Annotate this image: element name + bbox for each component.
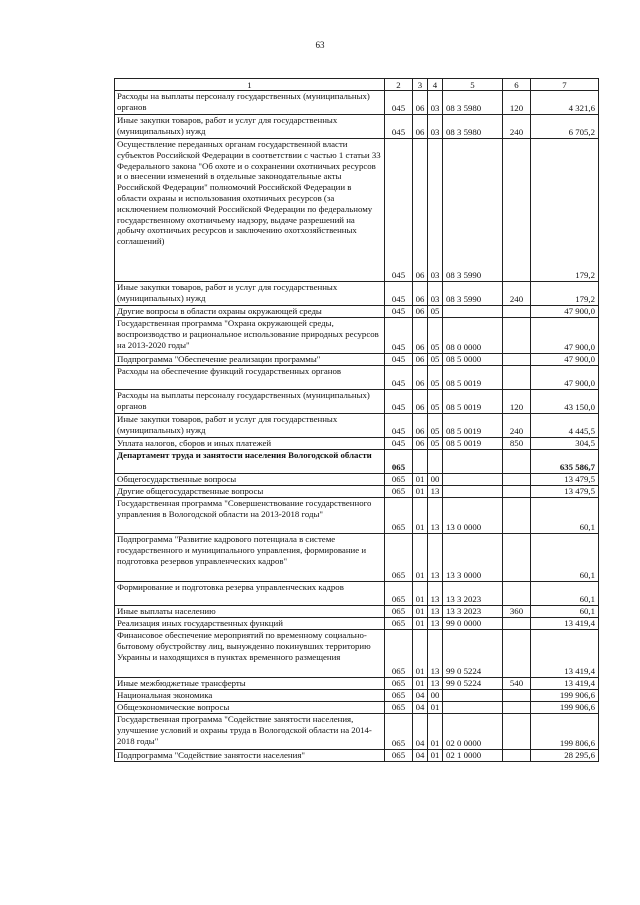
row-section-cell: 01 (413, 498, 428, 534)
row-section-cell: 06 (413, 438, 428, 450)
row-target-article-cell: 08 3 5990 (443, 282, 503, 306)
row-expense-type-cell (503, 366, 531, 390)
table-row (115, 91, 599, 115)
row-name-cell: Реализация иных государственных функций (115, 618, 385, 630)
row-target-article-cell: 99 0 5224 (443, 630, 503, 678)
column-header: 5 (443, 79, 503, 91)
row-target-article-cell (443, 474, 503, 486)
row-amount-cell: 47 900,0 (531, 306, 599, 318)
table-row (115, 630, 599, 678)
row-expense-type-cell (503, 582, 531, 606)
row-section-cell: 01 (413, 474, 428, 486)
row-subsection-cell: 13 (428, 606, 443, 618)
row-subsection-cell: 03 (428, 139, 443, 282)
row-code-cell: 065 (385, 630, 413, 678)
row-code-cell: 045 (385, 91, 413, 115)
row-subsection-cell: 05 (428, 438, 443, 450)
row-subsection-cell: 01 (428, 702, 443, 714)
row-name-cell: Расходы на выплаты персоналу государственных (муниципальных) органов (115, 91, 385, 115)
row-section-cell: 01 (413, 606, 428, 618)
row-code-cell: 065 (385, 498, 413, 534)
row-expense-type-cell (503, 534, 531, 582)
row-expense-type-cell: 120 (503, 91, 531, 115)
row-name-cell: Расходы на выплаты персоналу государственных (муниципальных) органов (115, 390, 385, 414)
row-amount-cell: 47 900,0 (531, 354, 599, 366)
row-name-cell: Государственная программа "Охрана окружающей среды, воспроизводство и рациональное использование природных ресурсов на 2013-2020 годы" (115, 318, 385, 354)
row-subsection-cell: 03 (428, 115, 443, 139)
row-expense-type-cell: 360 (503, 606, 531, 618)
row-code-cell: 065 (385, 690, 413, 702)
row-subsection-cell: 13 (428, 618, 443, 630)
row-expense-type-cell (503, 690, 531, 702)
column-header: 2 (385, 79, 413, 91)
row-section-cell: 04 (413, 750, 428, 762)
row-name-cell: Подпрограмма "Обеспечение реализации программы" (115, 354, 385, 366)
row-target-article-cell: 08 5 0019 (443, 438, 503, 450)
row-amount-cell: 60,1 (531, 498, 599, 534)
row-name-cell: Государственная программа "Содействие занятости населения, улучшение условий и охраны труда в Вологодской области на 2014-2018 годы" (115, 714, 385, 750)
row-code-cell: 045 (385, 366, 413, 390)
row-expense-type-cell (503, 318, 531, 354)
row-target-article-cell: 99 0 0000 (443, 618, 503, 630)
row-name-cell: Иные закупки товаров, работ и услуг для государственных (муниципальных) нужд (115, 115, 385, 139)
table-row (115, 366, 599, 390)
row-name-cell: Иные выплаты населению (115, 606, 385, 618)
row-target-article-cell: 08 3 5990 (443, 139, 503, 282)
row-amount-cell: 4 445,5 (531, 414, 599, 438)
row-name-cell: Уплата налогов, сборов и иных платежей (115, 438, 385, 450)
table-row (115, 498, 599, 534)
row-amount-cell: 179,2 (531, 282, 599, 306)
row-name-cell: Государственная программа "Совершенствование государственного управления в Вологодской области на 2013-2018 годы" (115, 498, 385, 534)
row-code-cell: 045 (385, 282, 413, 306)
column-header: 7 (531, 79, 599, 91)
row-amount-cell: 43 150,0 (531, 390, 599, 414)
row-subsection-cell: 05 (428, 318, 443, 354)
row-code-cell: 065 (385, 582, 413, 606)
row-code-cell: 065 (385, 714, 413, 750)
row-name-cell: Другие общегосударственные вопросы (115, 486, 385, 498)
row-subsection-cell: 05 (428, 366, 443, 390)
row-expense-type-cell: 120 (503, 390, 531, 414)
row-amount-cell: 13 419,4 (531, 678, 599, 690)
row-code-cell: 065 (385, 606, 413, 618)
table-row (115, 606, 599, 618)
table-row (115, 306, 599, 318)
row-section-cell: 06 (413, 282, 428, 306)
row-expense-type-cell (503, 474, 531, 486)
row-target-article-cell: 08 5 0019 (443, 366, 503, 390)
table-row (115, 582, 599, 606)
row-subsection-cell: 05 (428, 414, 443, 438)
row-section-cell: 06 (413, 306, 428, 318)
row-target-article-cell (443, 690, 503, 702)
row-amount-cell: 179,2 (531, 139, 599, 282)
table-row (115, 690, 599, 702)
row-subsection-cell: 00 (428, 690, 443, 702)
row-section-cell: 06 (413, 390, 428, 414)
row-expense-type-cell: 540 (503, 678, 531, 690)
row-subsection-cell: 13 (428, 678, 443, 690)
table-row (115, 115, 599, 139)
row-target-article-cell (443, 702, 503, 714)
row-name-cell: Национальная экономика (115, 690, 385, 702)
row-section-cell (413, 450, 428, 474)
row-amount-cell: 13 479,5 (531, 474, 599, 486)
row-amount-cell: 635 586,7 (531, 450, 599, 474)
budget-table (114, 78, 599, 762)
row-expense-type-cell: 240 (503, 282, 531, 306)
row-section-cell: 01 (413, 618, 428, 630)
row-name-cell: Департамент труда и занятости населения Вологодской области (115, 450, 385, 474)
table-row (115, 414, 599, 438)
row-subsection-cell: 13 (428, 630, 443, 678)
table-row (115, 534, 599, 582)
row-amount-cell: 4 321,6 (531, 91, 599, 115)
row-name-cell: Осуществление переданных органам государственной власти субъектов Российской Федерации в соответствии с частью 1 статьи 33 Федерального закона "Об охоте и о сохранении охотничьих ресурсов и о внесении изменений в отдельные законодательные акты Российской Федерации" полномочий Российской Федерации в области охраны и использования охотничьих ресурсов (за исключением полномочий Российской Федерации по федеральному государственному охотничьему надзору, выдаче разрешений на добычу охотничьих ресурсов и заключению охотхозяйственных соглашений) (115, 139, 385, 282)
table-row (115, 354, 599, 366)
table-row (115, 750, 599, 762)
row-expense-type-cell (503, 618, 531, 630)
table-row (115, 390, 599, 414)
row-code-cell: 065 (385, 678, 413, 690)
row-name-cell: Иные закупки товаров, работ и услуг для государственных (муниципальных) нужд (115, 282, 385, 306)
row-expense-type-cell (503, 750, 531, 762)
row-code-cell: 065 (385, 450, 413, 474)
row-amount-cell: 199 906,6 (531, 702, 599, 714)
row-expense-type-cell (503, 139, 531, 282)
row-target-article-cell: 99 0 5224 (443, 678, 503, 690)
row-subsection-cell: 05 (428, 390, 443, 414)
row-amount-cell: 199 906,6 (531, 690, 599, 702)
table-row (115, 702, 599, 714)
row-name-cell: Расходы на обеспечение функций государственных органов (115, 366, 385, 390)
row-target-article-cell: 08 5 0019 (443, 414, 503, 438)
row-expense-type-cell (503, 702, 531, 714)
column-header: 6 (503, 79, 531, 91)
row-amount-cell: 199 806,6 (531, 714, 599, 750)
column-header: 4 (428, 79, 443, 91)
row-expense-type-cell (503, 354, 531, 366)
row-code-cell: 065 (385, 618, 413, 630)
row-code-cell: 045 (385, 115, 413, 139)
table-body (115, 91, 599, 762)
table-header-row (115, 79, 599, 91)
row-target-article-cell (443, 486, 503, 498)
row-section-cell: 06 (413, 91, 428, 115)
row-section-cell: 01 (413, 630, 428, 678)
page-number: 63 (315, 40, 325, 50)
row-target-article-cell: 08 5 0019 (443, 390, 503, 414)
row-section-cell: 01 (413, 582, 428, 606)
row-target-article-cell: 08 3 5980 (443, 91, 503, 115)
row-name-cell: Другие вопросы в области охраны окружающей среды (115, 306, 385, 318)
row-name-cell: Общегосударственные вопросы (115, 474, 385, 486)
row-amount-cell: 60,1 (531, 534, 599, 582)
row-subsection-cell: 05 (428, 354, 443, 366)
row-code-cell: 045 (385, 414, 413, 438)
column-header: 1 (115, 79, 385, 91)
row-subsection-cell: 01 (428, 750, 443, 762)
row-amount-cell: 304,5 (531, 438, 599, 450)
table-row (115, 486, 599, 498)
row-amount-cell: 60,1 (531, 582, 599, 606)
row-expense-type-cell (503, 486, 531, 498)
row-section-cell: 01 (413, 678, 428, 690)
row-expense-type-cell (503, 498, 531, 534)
row-code-cell: 065 (385, 474, 413, 486)
row-target-article-cell: 02 1 0000 (443, 750, 503, 762)
row-subsection-cell: 05 (428, 306, 443, 318)
row-amount-cell: 6 705,2 (531, 115, 599, 139)
row-amount-cell: 13 479,5 (531, 486, 599, 498)
row-code-cell: 065 (385, 750, 413, 762)
table-row (115, 450, 599, 474)
row-target-article-cell: 13 3 2023 (443, 582, 503, 606)
row-section-cell: 06 (413, 115, 428, 139)
table-row (115, 139, 599, 282)
table-row (115, 318, 599, 354)
row-target-article-cell (443, 450, 503, 474)
row-subsection-cell: 13 (428, 582, 443, 606)
row-section-cell: 06 (413, 318, 428, 354)
row-code-cell: 045 (385, 306, 413, 318)
row-expense-type-cell (503, 714, 531, 750)
row-section-cell: 01 (413, 486, 428, 498)
row-subsection-cell: 13 (428, 534, 443, 582)
row-target-article-cell: 08 0 0000 (443, 318, 503, 354)
row-amount-cell: 13 419,4 (531, 630, 599, 678)
row-code-cell: 045 (385, 354, 413, 366)
row-amount-cell: 60,1 (531, 606, 599, 618)
row-name-cell: Иные межбюджетные трансферты (115, 678, 385, 690)
row-target-article-cell: 08 3 5980 (443, 115, 503, 139)
row-expense-type-cell (503, 306, 531, 318)
row-code-cell: 065 (385, 534, 413, 582)
row-expense-type-cell (503, 630, 531, 678)
row-code-cell: 045 (385, 139, 413, 282)
row-code-cell: 065 (385, 702, 413, 714)
row-section-cell: 04 (413, 690, 428, 702)
row-subsection-cell: 13 (428, 486, 443, 498)
row-expense-type-cell: 240 (503, 414, 531, 438)
row-section-cell: 06 (413, 354, 428, 366)
row-section-cell: 06 (413, 366, 428, 390)
row-subsection-cell: 03 (428, 282, 443, 306)
row-target-article-cell: 02 0 0000 (443, 714, 503, 750)
row-code-cell: 065 (385, 486, 413, 498)
row-expense-type-cell (503, 450, 531, 474)
row-subsection-cell (428, 450, 443, 474)
row-section-cell: 06 (413, 139, 428, 282)
row-expense-type-cell: 850 (503, 438, 531, 450)
row-section-cell: 01 (413, 534, 428, 582)
row-amount-cell: 13 419,4 (531, 618, 599, 630)
row-name-cell: Подпрограмма "Развитие кадрового потенциала в системе государственного и муниципального управления, формирование и подготовка резервов управленческих кадров" (115, 534, 385, 582)
row-expense-type-cell: 240 (503, 115, 531, 139)
row-name-cell: Формирование и подготовка резерва управленческих кадров (115, 582, 385, 606)
table-row (115, 282, 599, 306)
row-name-cell: Финансовое обеспечение мероприятий по временному социально-бытовому обустройству лиц, вынужденно покинувших территорию Украины и находящихся в пунктах временного размещения (115, 630, 385, 678)
row-target-article-cell: 13 0 0000 (443, 498, 503, 534)
table-row (115, 618, 599, 630)
row-amount-cell: 47 900,0 (531, 366, 599, 390)
row-code-cell: 045 (385, 438, 413, 450)
row-target-article-cell: 13 3 0000 (443, 534, 503, 582)
row-target-article-cell: 13 3 2023 (443, 606, 503, 618)
row-name-cell: Общеэкономические вопросы (115, 702, 385, 714)
row-subsection-cell: 01 (428, 714, 443, 750)
row-target-article-cell: 08 5 0000 (443, 354, 503, 366)
row-subsection-cell: 03 (428, 91, 443, 115)
row-subsection-cell: 13 (428, 498, 443, 534)
row-section-cell: 06 (413, 414, 428, 438)
row-section-cell: 04 (413, 714, 428, 750)
row-code-cell: 045 (385, 390, 413, 414)
row-name-cell: Иные закупки товаров, работ и услуг для государственных (муниципальных) нужд (115, 414, 385, 438)
column-header: 3 (413, 79, 428, 91)
table-row (115, 438, 599, 450)
row-subsection-cell: 00 (428, 474, 443, 486)
row-name-cell: Подпрограмма "Содействие занятости населения" (115, 750, 385, 762)
table-row (115, 714, 599, 750)
row-amount-cell: 47 900,0 (531, 318, 599, 354)
row-section-cell: 04 (413, 702, 428, 714)
table-row (115, 678, 599, 690)
table-row (115, 474, 599, 486)
row-code-cell: 045 (385, 318, 413, 354)
row-target-article-cell (443, 306, 503, 318)
row-amount-cell: 28 295,6 (531, 750, 599, 762)
